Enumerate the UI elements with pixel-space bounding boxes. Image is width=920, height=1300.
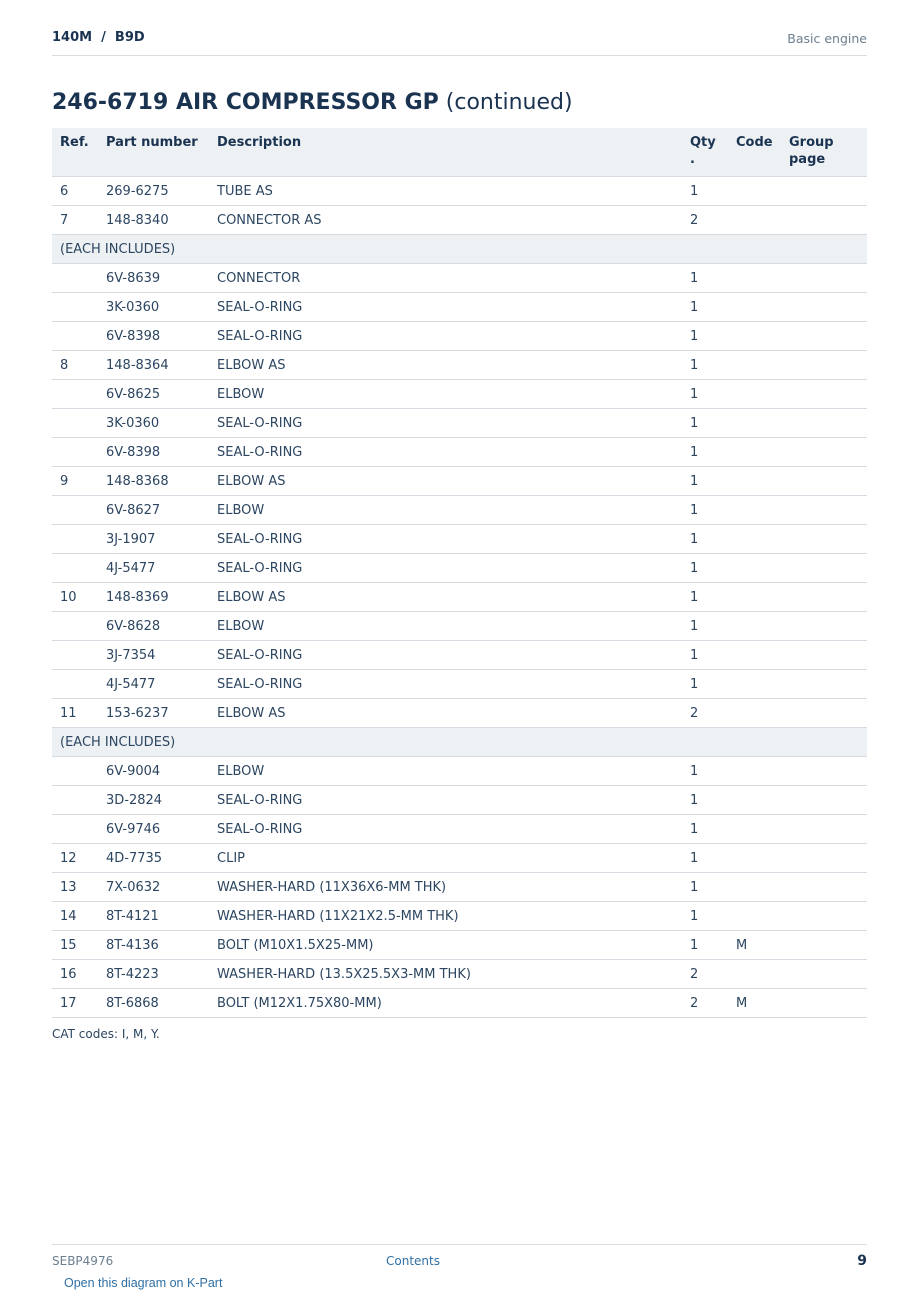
table-row	[52, 409, 867, 438]
table-row	[52, 931, 867, 960]
ref-cell: 15	[52, 931, 98, 960]
ref-cell	[52, 438, 98, 467]
description-cell: SEAL-O-RING	[209, 409, 682, 438]
col-header-description: Description	[209, 128, 682, 177]
code-cell	[728, 873, 781, 902]
description-cell: ELBOW AS	[209, 467, 682, 496]
part-number-cell: 7X-0632	[98, 873, 209, 902]
description-cell: ELBOW	[209, 757, 682, 786]
group-page-cell	[781, 815, 867, 844]
ref-cell	[52, 815, 98, 844]
qty-cell: 2	[682, 699, 728, 728]
part-number-cell: 6V-8625	[98, 380, 209, 409]
group-page-cell	[781, 525, 867, 554]
col-header-code: Code	[728, 128, 781, 177]
part-number-cell: 6V-8398	[98, 438, 209, 467]
page-title	[52, 90, 573, 115]
table-row	[52, 380, 867, 409]
code-cell	[728, 496, 781, 525]
part-number-cell: 6V-8627	[98, 496, 209, 525]
qty-cell: 1	[682, 438, 728, 467]
ref-cell: 10	[52, 583, 98, 612]
ref-cell: 14	[52, 902, 98, 931]
ref-cell	[52, 612, 98, 641]
qty-cell: 2	[682, 960, 728, 989]
description-cell: ELBOW AS	[209, 699, 682, 728]
part-number-cell: 6V-8639	[98, 264, 209, 293]
table-row	[52, 351, 867, 380]
ref-cell	[52, 322, 98, 351]
qty-cell: 1	[682, 815, 728, 844]
ref-cell	[52, 496, 98, 525]
table-row	[52, 438, 867, 467]
code-cell	[728, 438, 781, 467]
ref-cell	[52, 670, 98, 699]
table-row	[52, 699, 867, 728]
part-number-cell: 6V-8628	[98, 612, 209, 641]
note-cell: (EACH INCLUDES)	[52, 235, 867, 264]
table-row	[52, 641, 867, 670]
group-page-cell	[781, 989, 867, 1018]
title-part-name: 246-6719 AIR COMPRESSOR GP	[52, 90, 439, 115]
table-row	[52, 670, 867, 699]
code-cell	[728, 612, 781, 641]
part-number-cell: 4J-5477	[98, 670, 209, 699]
table-row	[52, 525, 867, 554]
ref-cell: 12	[52, 844, 98, 873]
description-cell: ELBOW	[209, 612, 682, 641]
group-page-cell	[781, 293, 867, 322]
part-number-cell: 3D-2824	[98, 786, 209, 815]
code-cell	[728, 525, 781, 554]
description-cell: ELBOW	[209, 380, 682, 409]
table-row	[52, 264, 867, 293]
table-row	[52, 554, 867, 583]
group-page-cell	[781, 380, 867, 409]
description-cell: WASHER-HARD (11X36X6-MM THK)	[209, 873, 682, 902]
qty-cell: 2	[682, 206, 728, 235]
description-cell: SEAL-O-RING	[209, 525, 682, 554]
qty-cell: 1	[682, 641, 728, 670]
table-row	[52, 467, 867, 496]
group-page-cell	[781, 409, 867, 438]
group-page-cell	[781, 960, 867, 989]
ref-cell: 9	[52, 467, 98, 496]
code-cell	[728, 670, 781, 699]
ref-cell: 16	[52, 960, 98, 989]
qty-cell: 1	[682, 902, 728, 931]
col-header-group-page: Group page	[781, 128, 867, 177]
description-cell: ELBOW AS	[209, 351, 682, 380]
code-cell	[728, 786, 781, 815]
table-row	[52, 844, 867, 873]
part-number-cell: 8T-4223	[98, 960, 209, 989]
description-cell: BOLT (M10X1.5X25-MM)	[209, 931, 682, 960]
code-cell	[728, 351, 781, 380]
description-cell: SEAL-O-RING	[209, 554, 682, 583]
part-number-cell: 3J-7354	[98, 641, 209, 670]
note-cell: (EACH INCLUDES)	[52, 728, 867, 757]
part-number-cell: 3K-0360	[98, 293, 209, 322]
table-row	[52, 989, 867, 1018]
group-page-cell	[781, 873, 867, 902]
qty-cell: 1	[682, 409, 728, 438]
table-row	[52, 902, 867, 931]
code-cell: M	[728, 989, 781, 1018]
ref-cell	[52, 264, 98, 293]
group-page-cell	[781, 264, 867, 293]
ref-cell	[52, 757, 98, 786]
qty-cell: 1	[682, 757, 728, 786]
part-number-cell: 8T-4136	[98, 931, 209, 960]
code-cell	[728, 380, 781, 409]
qty-cell: 1	[682, 612, 728, 641]
qty-cell: 1	[682, 670, 728, 699]
table-row	[52, 322, 867, 351]
group-page-cell	[781, 844, 867, 873]
ref-cell: 17	[52, 989, 98, 1018]
code-cell	[728, 322, 781, 351]
qty-cell: 1	[682, 554, 728, 583]
table-row	[52, 960, 867, 989]
ref-cell	[52, 380, 98, 409]
group-page-cell	[781, 931, 867, 960]
ref-cell: 11	[52, 699, 98, 728]
ref-cell	[52, 409, 98, 438]
page-number: 9	[857, 1253, 867, 1269]
table-row	[52, 757, 867, 786]
col-header-qty: Qty .	[682, 128, 728, 177]
description-cell: ELBOW AS	[209, 583, 682, 612]
code-cell	[728, 554, 781, 583]
part-number-cell: 6V-9746	[98, 815, 209, 844]
qty-cell: 1	[682, 380, 728, 409]
contents-link[interactable]: Contents	[386, 1254, 440, 1268]
description-cell: SEAL-O-RING	[209, 670, 682, 699]
ref-cell	[52, 786, 98, 815]
col-header-ref: Ref.	[52, 128, 98, 177]
description-cell: SEAL-O-RING	[209, 815, 682, 844]
code-cell	[728, 641, 781, 670]
ref-cell: 8	[52, 351, 98, 380]
group-page-cell	[781, 757, 867, 786]
open-in-kpart-link[interactable]: Open this diagram on K-Part	[64, 1276, 223, 1290]
col-header-part-number: Part number	[98, 128, 209, 177]
qty-cell: 1	[682, 467, 728, 496]
table-header-row	[52, 128, 867, 177]
part-number-cell: 6V-9004	[98, 757, 209, 786]
qty-cell: 1	[682, 351, 728, 380]
group-page-cell	[781, 351, 867, 380]
group-page-cell	[781, 438, 867, 467]
group-page-cell	[781, 902, 867, 931]
description-cell: SEAL-O-RING	[209, 641, 682, 670]
description-cell: BOLT (M12X1.75X80-MM)	[209, 989, 682, 1018]
title-suffix: (continued)	[438, 90, 573, 115]
qty-cell: 2	[682, 989, 728, 1018]
code-cell	[728, 815, 781, 844]
code-cell	[728, 902, 781, 931]
ref-cell: 13	[52, 873, 98, 902]
description-cell: CLIP	[209, 844, 682, 873]
description-cell: SEAL-O-RING	[209, 322, 682, 351]
part-number-cell: 269-6275	[98, 177, 209, 206]
code-cell	[728, 583, 781, 612]
table-row	[52, 815, 867, 844]
ref-cell	[52, 641, 98, 670]
qty-cell: 1	[682, 177, 728, 206]
group-page-cell	[781, 699, 867, 728]
cat-codes-note: CAT codes: I, M, Y.	[52, 1027, 160, 1041]
table-row	[52, 873, 867, 902]
group-page-cell	[781, 177, 867, 206]
group-page-cell	[781, 583, 867, 612]
part-number-cell: 153-6237	[98, 699, 209, 728]
code-cell	[728, 467, 781, 496]
code-cell	[728, 409, 781, 438]
part-number-cell: 148-8364	[98, 351, 209, 380]
part-number-cell: 4J-5477	[98, 554, 209, 583]
page-header	[52, 0, 867, 56]
description-cell: WASHER-HARD (13.5X25.5X3-MM THK)	[209, 960, 682, 989]
code-cell	[728, 844, 781, 873]
table-row	[52, 293, 867, 322]
group-page-cell	[781, 641, 867, 670]
qty-cell: 1	[682, 293, 728, 322]
group-page-cell	[781, 467, 867, 496]
table-row	[52, 177, 867, 206]
group-page-cell	[781, 554, 867, 583]
part-number-cell: 8T-4121	[98, 902, 209, 931]
part-number-cell: 4D-7735	[98, 844, 209, 873]
part-number-cell: 148-8369	[98, 583, 209, 612]
qty-cell: 1	[682, 786, 728, 815]
table-row	[52, 496, 867, 525]
code-cell	[728, 757, 781, 786]
part-number-cell: 8T-6868	[98, 989, 209, 1018]
group-page-cell	[781, 322, 867, 351]
table-row	[52, 612, 867, 641]
description-cell: SEAL-O-RING	[209, 293, 682, 322]
part-number-cell: 3K-0360	[98, 409, 209, 438]
description-cell: SEAL-O-RING	[209, 786, 682, 815]
part-number-cell: 148-8368	[98, 467, 209, 496]
description-cell: TUBE AS	[209, 177, 682, 206]
ref-cell: 7	[52, 206, 98, 235]
code-cell	[728, 206, 781, 235]
part-number-cell: 148-8340	[98, 206, 209, 235]
table-note-row	[52, 235, 867, 264]
ref-cell	[52, 554, 98, 583]
description-cell: ELBOW	[209, 496, 682, 525]
group-page-cell	[781, 612, 867, 641]
code-cell	[728, 293, 781, 322]
ref-cell	[52, 293, 98, 322]
group-page-cell	[781, 206, 867, 235]
qty-cell: 1	[682, 322, 728, 351]
parts-table	[52, 128, 867, 1018]
code-cell	[728, 699, 781, 728]
qty-cell: 1	[682, 583, 728, 612]
table-note-row	[52, 728, 867, 757]
qty-cell: 1	[682, 873, 728, 902]
code-cell: M	[728, 931, 781, 960]
table-row	[52, 583, 867, 612]
description-cell: SEAL-O-RING	[209, 438, 682, 467]
qty-cell: 1	[682, 496, 728, 525]
page-footer	[52, 1244, 867, 1275]
qty-cell: 1	[682, 264, 728, 293]
qty-cell: 1	[682, 844, 728, 873]
table-row	[52, 206, 867, 235]
ref-cell	[52, 525, 98, 554]
part-number-cell: 3J-1907	[98, 525, 209, 554]
group-page-cell	[781, 496, 867, 525]
description-cell: CONNECTOR AS	[209, 206, 682, 235]
table-row	[52, 786, 867, 815]
description-cell: CONNECTOR	[209, 264, 682, 293]
code-cell	[728, 264, 781, 293]
model-label: 140M / B9D	[52, 30, 145, 45]
ref-cell: 6	[52, 177, 98, 206]
code-cell	[728, 960, 781, 989]
qty-cell: 1	[682, 525, 728, 554]
part-number-cell: 6V-8398	[98, 322, 209, 351]
group-page-cell	[781, 786, 867, 815]
qty-cell: 1	[682, 931, 728, 960]
section-label: Basic engine	[787, 31, 867, 46]
group-page-cell	[781, 670, 867, 699]
code-cell	[728, 177, 781, 206]
document-id: SEBP4976	[52, 1254, 114, 1268]
description-cell: WASHER-HARD (11X21X2.5-MM THK)	[209, 902, 682, 931]
